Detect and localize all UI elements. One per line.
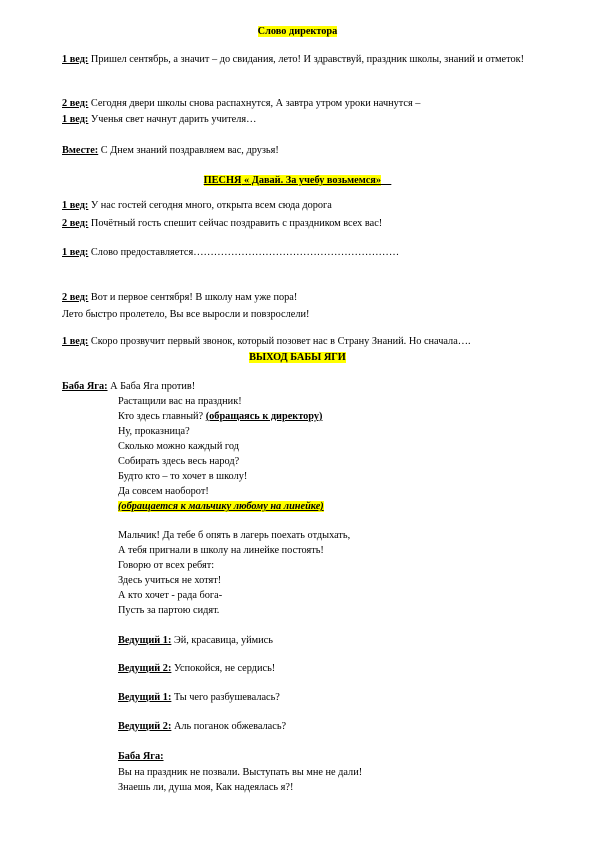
speech-text: Пришел сентябрь, а значит – до свидания, лето! И здравствуй, праздник школы, знаний и отметок! xyxy=(88,54,525,65)
speech-text: Слово предоставляется…………………………………………………… xyxy=(88,247,400,258)
speech-text: С Днем знаний поздравляем вас, друзья! xyxy=(98,145,279,156)
baba-yaga-line-1 xyxy=(62,380,195,393)
speech-text: Ты чего разбушевалась? xyxy=(171,692,280,703)
paragraph-5 xyxy=(62,199,332,212)
paragraph-1 xyxy=(62,53,552,66)
title-highlight: Слово директора xyxy=(257,26,338,37)
boy-line-2: А тебя пригнали в школу на линейке постоять! xyxy=(118,545,324,556)
paragraph-10 xyxy=(62,335,471,348)
boy-line-6: Пусть за партою сидят. xyxy=(118,605,220,616)
song-label: ПЕСНЯ xyxy=(203,175,242,186)
paragraph-2 xyxy=(62,97,420,110)
baba-yaga-line-5: Сколько можно каждый год xyxy=(118,441,239,452)
song-heading xyxy=(0,174,595,187)
speaker-label: 2 вед: xyxy=(62,218,89,229)
speaker-label: Ведущий 2: xyxy=(118,663,172,674)
paragraph-7 xyxy=(62,246,399,259)
baba-yaga-label-2: Баба Яга: xyxy=(118,751,164,762)
speech-text: Ученья свет начнут дарить учителя… xyxy=(88,114,257,125)
stage-remark-2 xyxy=(118,500,324,513)
speech-text: Вот и первое сентября! В школу нам уже пора! xyxy=(88,292,298,303)
remark-highlight: (обращается к мальчику любому на линейке) xyxy=(118,501,324,512)
speaker-label: Ведущий 1: xyxy=(118,692,172,703)
speaker-label: 1 вед: xyxy=(62,114,89,125)
baba-yaga-line-6: Собирать здесь весь народ? xyxy=(118,456,240,467)
paragraph-3 xyxy=(62,113,256,126)
speech-text: Аль поганок обжевалась? xyxy=(171,721,287,732)
baba-yaga-line-3 xyxy=(118,410,322,423)
speaker-label: 2 вед: xyxy=(62,98,89,109)
speaker-label: 1 вед: xyxy=(62,247,89,258)
host-line-4 xyxy=(118,720,286,733)
speaker-label: Вместе: xyxy=(62,145,99,156)
speaker-label: Баба Яга: xyxy=(62,381,108,392)
baba-yaga-line-2: Растащили вас на праздник! xyxy=(118,396,242,407)
speech-text: Кто здесь главный? xyxy=(118,411,204,422)
speaker-label: Ведущий 2: xyxy=(118,721,172,732)
speaker-label: Ведущий 1: xyxy=(118,635,172,646)
song-title: « Давай. За учебу возьмемся» xyxy=(241,175,382,186)
host-line-2 xyxy=(118,662,275,675)
song-tail xyxy=(381,175,391,186)
baba-yaga-2-line-2: Знаешь ли, душа моя, Как надеялась я?! xyxy=(118,782,294,793)
paragraph-4 xyxy=(62,144,279,157)
paragraph-8 xyxy=(62,291,297,304)
speaker-label: 1 вед: xyxy=(62,54,89,65)
boy-line-5: А кто хочет - рада бога- xyxy=(118,590,223,601)
heading-highlight: ВЫХОД БАБЫ ЯГИ xyxy=(249,352,346,363)
speech-text: Сегодня двери школы снова распахнутся, А завтра утром уроки начнутся – xyxy=(88,98,421,109)
paragraph-6 xyxy=(62,217,382,230)
stage-remark: (обращаясь к директору) xyxy=(205,411,323,422)
paragraph-9: Лето быстро пролетело, Вы все выросли и повзрослели! xyxy=(62,309,310,320)
host-line-3 xyxy=(118,691,280,704)
speech-text: Почётный гость спешит сейчас поздравить с праздником всех вас! xyxy=(88,218,383,229)
speaker-label: 1 вед: xyxy=(62,200,89,211)
boy-line-1: Мальчик! Да тебе б опять в лагерь поехать отдыхать, xyxy=(118,530,351,541)
speech-text: Эй, красавица, уймись xyxy=(171,635,273,646)
speaker-label: 2 вед: xyxy=(62,292,89,303)
host-line-1 xyxy=(118,634,273,647)
baba-yaga-line-7: Будто кто – то хочет в школу! xyxy=(118,471,248,482)
speaker-label: 1 вед: xyxy=(62,336,89,347)
section-heading xyxy=(0,351,595,364)
speech-text: Успокойся, не сердись! xyxy=(171,663,276,674)
baba-yaga-line-8: Да совсем наоборот! xyxy=(118,486,209,497)
baba-yaga-2-line-1: Вы на праздник не позвали. Выступать вы мне не дали! xyxy=(118,767,363,778)
boy-line-4: Здесь учиться не хотят! xyxy=(118,575,222,586)
baba-yaga-line-4: Ну, проказница? xyxy=(118,426,190,437)
page-title xyxy=(0,25,595,38)
speech-text: У нас гостей сегодня много, открыта всем сюда дорога xyxy=(88,200,332,211)
speech-text: Скоро прозвучит первый звонок, который позовет нас в Страну Знаний. Но сначала…. xyxy=(88,336,471,347)
speech-text: А Баба Яга против! xyxy=(107,381,196,392)
boy-line-3: Говорю от всех ребят: xyxy=(118,560,215,571)
